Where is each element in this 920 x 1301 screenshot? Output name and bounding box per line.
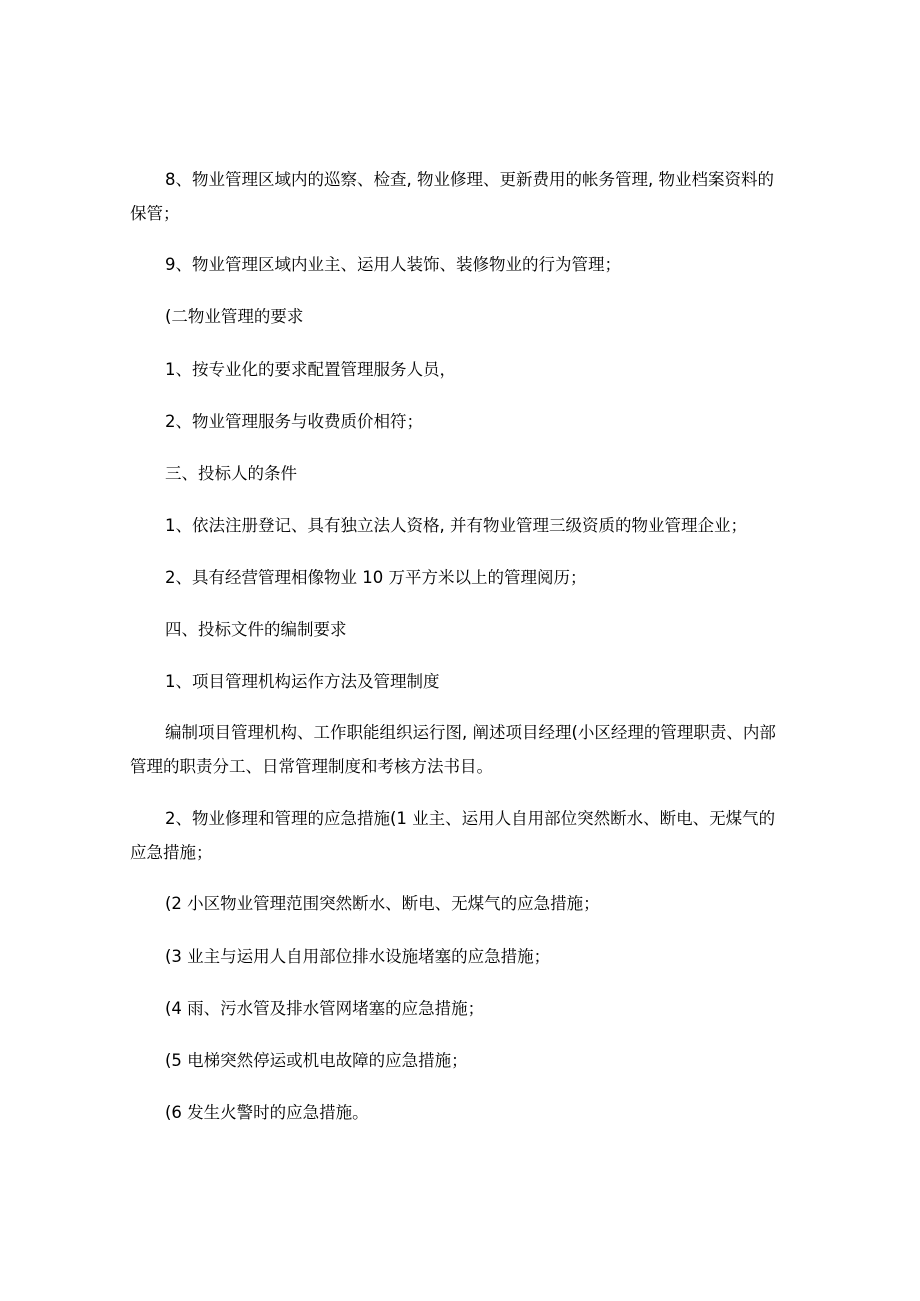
paragraph-condition-1: 1、依法注册登记、具有独立法人资格, 并有物业管理三级资质的物业管理企业； bbox=[165, 516, 747, 535]
paragraph-condition-2: 2、具有经营管理相像物业 10 万平方米以上的管理阅历； bbox=[165, 568, 587, 587]
paragraph-item-9: 9、物业管理区域内业主、运用人装饰、装修物业的行为管理； bbox=[165, 255, 621, 274]
paragraph-emergency-5: (5 电梯突然停运或机电故障的应急措施； bbox=[165, 1051, 468, 1070]
paragraph-bid-item-2: 2、物业修理和管理的应急措施(1 业主、运用人自用部位突然断水、断电、无煤气的应急措施； bbox=[130, 809, 776, 862]
paragraph-emergency-4: (4 雨、污水管及排水管网堵塞的应急措施； bbox=[165, 999, 485, 1018]
paragraph-bid-item-1-detail: 编制项目管理机构、工作职能组织运行图, 阐述项目经理(小区经理的管理职责、内部管理的职责分工、日常管理制度和考核方法书目。 bbox=[130, 723, 776, 776]
section-heading-bidder-conditions: 三、投标人的条件 bbox=[165, 464, 297, 483]
paragraph-emergency-2: (2 小区物业管理范围突然断水、断电、无煤气的应急措施； bbox=[165, 894, 600, 913]
section-heading-bid-document: 四、投标文件的编制要求 bbox=[165, 620, 347, 639]
paragraph-bid-item-1: 1、项目管理机构运作方法及管理制度 bbox=[165, 672, 440, 691]
paragraph-requirement-2: 2、物业管理服务与收费质价相符； bbox=[165, 412, 423, 431]
paragraph-item-8: 8、物业管理区域内的巡察、检查, 物业修理、更新费用的帐务管理, 物业档案资料的保管； bbox=[130, 170, 774, 223]
paragraph-requirement-1: 1、按专业化的要求配置管理服务人员， bbox=[165, 360, 456, 379]
section-heading-requirements: (二物业管理的要求 bbox=[165, 307, 304, 326]
paragraph-emergency-3: (3 业主与运用人自用部位排水设施堵塞的应急措施； bbox=[165, 947, 551, 966]
paragraph-emergency-6: (6 发生火警时的应急措施。 bbox=[165, 1103, 369, 1122]
